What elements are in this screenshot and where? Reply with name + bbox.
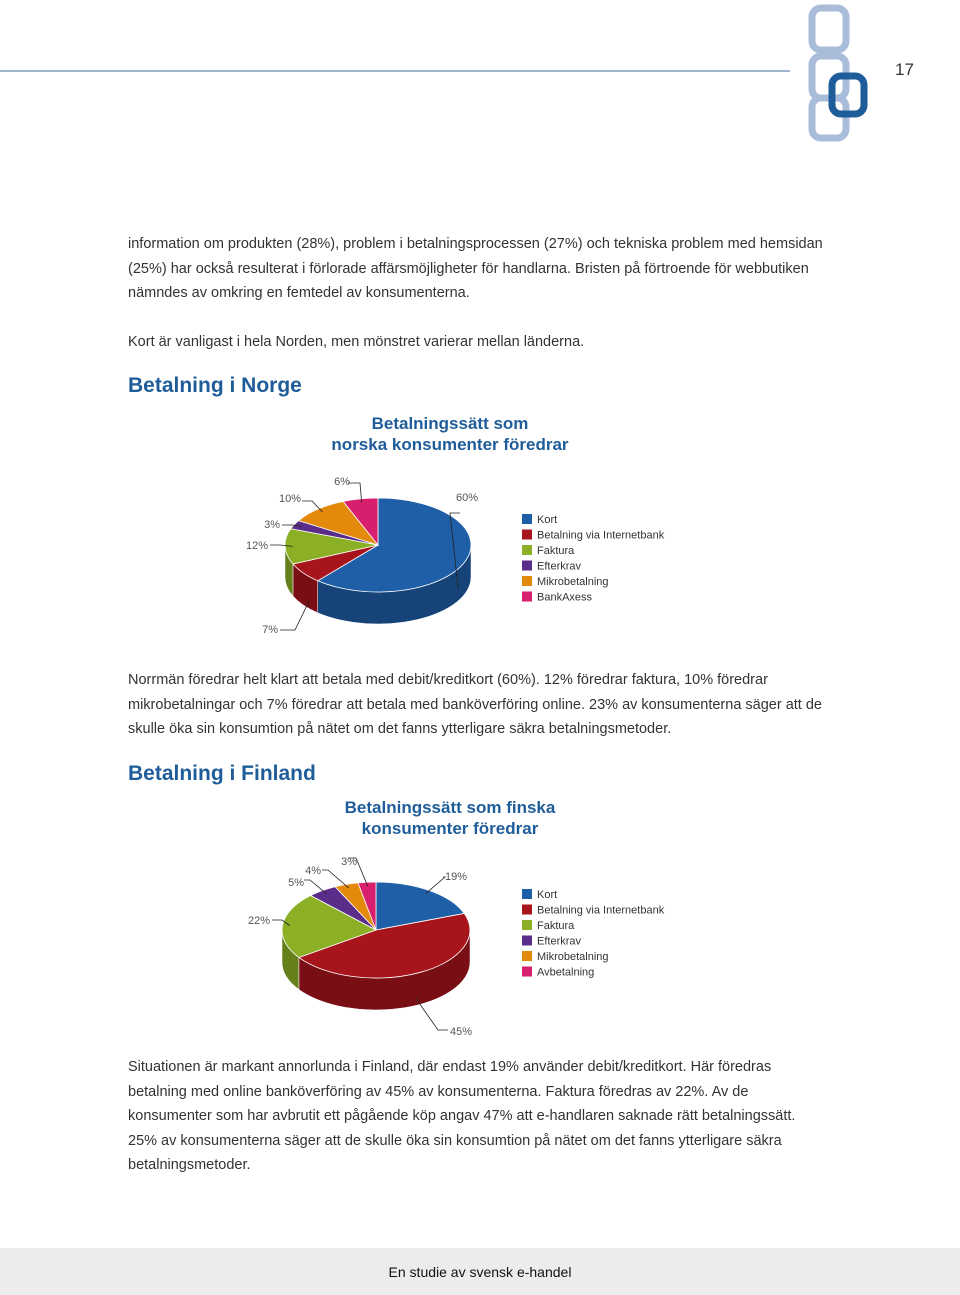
pie-label-1-4: 4%	[305, 865, 321, 877]
legend-label-1-2: Faktura	[537, 920, 575, 932]
legend-label-1-5: Avbetalning	[537, 966, 595, 979]
pie-label-0-5: 6%	[334, 476, 350, 488]
pie-label-0-4: 10%	[278, 493, 301, 505]
legend-label-0-2: Faktura	[537, 545, 575, 557]
pie-label-1-5: 3%	[341, 856, 357, 868]
legend-label-0-0: Kort	[537, 514, 558, 526]
legend-label-0-5: BankAxess	[537, 591, 593, 604]
legend-label-1-4: Mikrobetalning	[537, 951, 609, 963]
finland-chart-title-line2: konsumenter föredrar	[361, 819, 539, 838]
intro-paragraph: information om produkten (28%), problem i betalningsprocessen (27%) och tekniska problem med hemsidan (25%) har också resulterat i förlorade affärsmöjligheter för handlarna. Bristen på förtroende för webbutiken nämndes av omkring en femtedel av konsumenterna.	[128, 236, 823, 301]
chain-logo	[800, 0, 880, 145]
pie-label-0-0: 60%	[456, 492, 479, 504]
norway-pie-chart	[200, 465, 700, 645]
pie-label-0-1: 7%	[262, 624, 278, 636]
pie-label-1-2: 22%	[247, 915, 270, 927]
legend-label-0-1: Betalning via Internetbank	[537, 529, 665, 542]
legend-label-1-3: Efterkrav	[537, 935, 582, 948]
legend-swatch-0-2	[522, 545, 532, 555]
legend-label-1-1: Betalning via Internetbank	[537, 904, 665, 917]
norway-paragraph: Norrmän föredrar helt klart att betala med debit/kreditkort (60%). 12% föredrar faktura, 10% föredrar mikrobetalningar och 7% föredrar att betala med banköverföring online. 23% av konsumenterna säger att de skulle öka sin konsumtion på nätet om det fanns ytterligare säkra betalningsmetoder.	[128, 672, 822, 737]
legend-swatch-0-0	[522, 514, 532, 524]
legend-swatch-1-4	[522, 951, 532, 961]
legend-swatch-1-2	[522, 920, 532, 930]
finland-pie-svg	[200, 852, 700, 1042]
pie-label-1-3: 5%	[288, 877, 304, 889]
finland-pie-chart	[200, 852, 700, 1042]
pie-leader-1-0	[425, 877, 445, 894]
pie-label-1-0: 19%	[445, 871, 468, 883]
summary-paragraph: Kort är vanligast i hela Norden, men mönstret varierar mellan länderna.	[128, 334, 585, 350]
legend-label-0-3: Efterkrav	[537, 560, 582, 573]
legend-swatch-1-0	[522, 889, 532, 899]
norway-chart-title	[240, 413, 660, 455]
norway-pie-svg	[200, 465, 700, 645]
legend-swatch-1-5	[522, 967, 532, 977]
legend-swatch-1-1	[522, 905, 532, 915]
header-rule	[0, 70, 790, 72]
legend-swatch-0-5	[522, 592, 532, 602]
finland-chart-title-line1: Betalningssätt som finska	[344, 798, 556, 817]
finland-heading: Betalning i Finland	[128, 762, 316, 785]
norway-chart-title-line2: norska konsumenter föredrar	[331, 435, 569, 454]
finland-chart-title	[240, 797, 660, 839]
pie-label-0-2: 12%	[245, 540, 268, 552]
legend-label-1-0: Kort	[537, 889, 558, 901]
footer-bar	[0, 1248, 960, 1295]
page-number: 17	[895, 60, 914, 79]
pie-label-1-1: 45%	[450, 1026, 473, 1038]
legend-swatch-0-3	[522, 561, 532, 571]
pie-label-0-3: 3%	[264, 519, 280, 531]
legend-swatch-1-3	[522, 936, 532, 946]
legend-swatch-0-1	[522, 530, 532, 540]
finland-paragraph: Situationen är markant annorlunda i Finland, där endast 19% använder debit/kreditkort. Här föredras betalning med online banköverföring av 45% av konsumenterna. Faktura föredras av 22%. Av de konsumenter som har avbrutit ett pågående köp angav 47% att e-handlaren saknade rätt betalningssätt. 25% av konsumenterna säger att de skulle öka sin konsumtion på nätet om det fanns ytterligare säkra betalningsmetoder.	[128, 1059, 796, 1173]
footer-text: En studie av svensk e-handel	[388, 1264, 572, 1280]
legend-swatch-0-4	[522, 576, 532, 586]
legend-label-0-4: Mikrobetalning	[537, 576, 609, 588]
norway-chart-title-line1: Betalningssätt som	[371, 414, 529, 433]
norway-heading: Betalning i Norge	[128, 374, 302, 397]
